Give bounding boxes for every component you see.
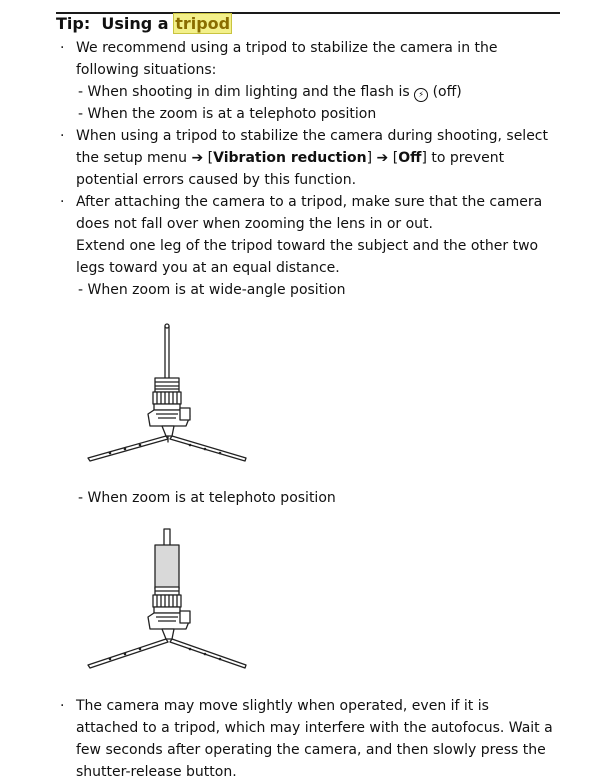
bullet-text: We recommend using a tripod to stabilize the camera in the following situations: xyxy=(76,40,498,78)
setting-name: Vibration reduction xyxy=(213,150,367,166)
tip-label: Tip: xyxy=(56,14,91,33)
situation-dim-lighting xyxy=(78,81,462,103)
vr-text-after: ] to prevent potential errors caused by this function. xyxy=(76,150,505,188)
situation-telephoto: - When the zoom is at a telephoto position xyxy=(78,106,377,122)
situation-dim-suffix: (off) xyxy=(432,84,462,100)
bullet-text: After attaching the camera to a tripod, make sure that the camera does not fall over when zooming the lens in or out. xyxy=(76,194,543,232)
bullet-symbol: · xyxy=(60,698,65,714)
bullet-recommend-tripod xyxy=(60,37,555,81)
bullet-text-continued: Extend one leg of the tripod toward the subject and the other two legs toward you at an equal distance. xyxy=(76,238,539,276)
tip-title-prefix: Using a xyxy=(101,14,169,33)
bullet-symbol: · xyxy=(60,128,65,144)
situation-dim-text: - When shooting in dim lighting and the flash is xyxy=(78,84,410,100)
bullet-symbol: · xyxy=(60,40,65,56)
bullet-attach-tripod xyxy=(60,191,555,279)
bullet-camera-movement xyxy=(60,695,555,783)
tip-title-keyword: tripod xyxy=(175,14,231,33)
bullet-vibration-reduction xyxy=(60,125,555,191)
bullet-text xyxy=(76,125,555,191)
flash-off-icon: ⚡ xyxy=(414,88,428,102)
bracket: [ xyxy=(203,150,214,166)
setting-value: Off xyxy=(398,150,422,166)
bullet-symbol: · xyxy=(60,194,65,210)
tripod-telephoto-illustration xyxy=(80,527,260,677)
tip-header xyxy=(56,14,231,34)
vr-text-before: When using a tripod to stabilize the camera during shooting, select the setup menu xyxy=(76,128,548,166)
arrow-icon: ➔ xyxy=(191,150,204,166)
bullet-text: The camera may move slightly when operated, even if it is attached to a tripod, which may interfere with the autofocus. Wait a few seconds after operating the camera, and then slowly press the shutter-release button. xyxy=(76,698,553,780)
bracket: ] xyxy=(366,150,377,166)
tripod-wide-angle-illustration xyxy=(80,318,260,468)
caption-telephoto: - When zoom is at telephoto position xyxy=(78,490,336,506)
bracket: [ xyxy=(388,150,399,166)
arrow-icon: ➔ xyxy=(376,150,389,166)
caption-wide-angle: - When zoom is at wide-angle position xyxy=(78,282,346,298)
